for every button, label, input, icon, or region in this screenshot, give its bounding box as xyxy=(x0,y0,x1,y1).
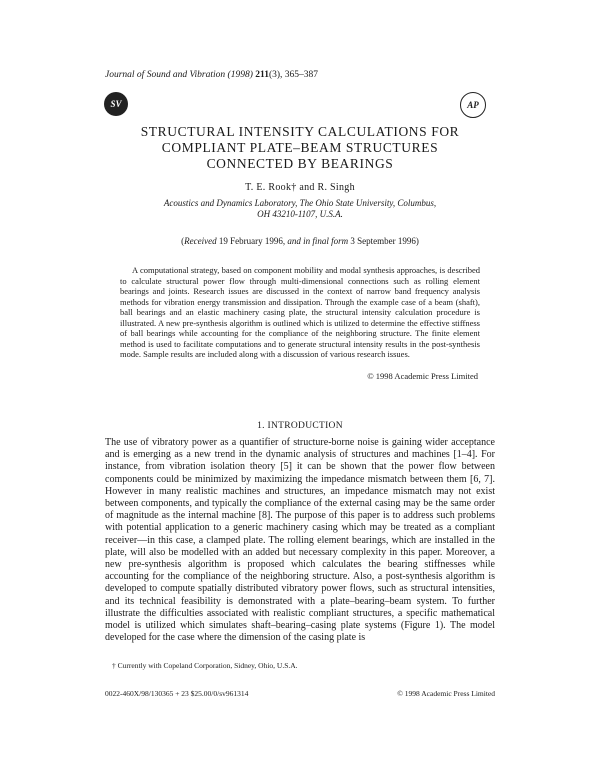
title-line-3: CONNECTED BY BEARINGS xyxy=(206,156,394,171)
received-prefix: Received xyxy=(184,236,217,246)
affiliation-line-1: Acoustics and Dynamics Laboratory, The Ohio State University, Columbus, xyxy=(163,198,437,208)
abstract-copyright: © 1998 Academic Press Limited xyxy=(367,371,478,381)
title-line-2: COMPLIANT PLATE–BEAM STRUCTURES xyxy=(161,140,439,155)
footer-code: 0022-460X/98/130365 + 23 $25.00/0/sv961314 xyxy=(105,689,249,698)
body-text: The use of vibratory power as a quantifier of structure-borne noise is gaining wider acceptance and is emerging as a new trend in the dynamic analysis of structures and machines [1–4]. For instance, from vibration isolation theory [5] it can be shown that the power flow between components could be minimized by maximizing the impedance mismatch between them [6, 7]. However in many realistic machines and structures, an impedance mismatch may not exist between components, and typically the compliance of the external casing may be the same order of magnitude as the internal machine [8]. The purpose of this paper is to address such problems with potential application to a generic machinery casing which may be treated as a compliant receiver—in this case, a clamped plate. The rolling element bearings, which are installed in the plate, will also be modelled with an added but necessary complexity in this paper. Moreover, a new pre-synthesis algorithm is proposed which calculates the bearing stiffnesses while accounting for the compliance of the neighboring structure. Also, a post-synthesis algorithm is developed to compute spatially distributed vibratory power flows, such as structural intensities, and its technical feasibility is demonstrated with a plate–bearing–beam system. To further illustrate the difficulties associated with realistic compliant structures, a specific mathematical model is utilized which simulates shaft–bearing–casing plate systems (Figure 1). The model developed for the case where the dimension of the casing plate is xyxy=(105,437,495,644)
abstract: A computational strategy, based on component mobility and modal synthesis approaches, is described to calculate structural power flow through multi-dimensional connections such as rolling element bearings and joints. Research issues are discussed in the context of narrow band frequency analysis methods for vibration energy transmission and dissipation. Through the example case of a beam (shaft), ball bearings and an elastic machinery casing plate, the structural intensity calculation procedure is illustrated. A new pre-synthesis algorithm is outlined which is utilized to determine the effective stiffness of ball bearings while accounting for the compliance of the neighboring structure. The finite element method is used to facilitate computations and to generate structural intensity results in the post-synthesis mode. Sample results are included along with a discussion of various research issues. xyxy=(120,265,480,359)
footnote: † Currently with Copeland Corporation, Sidney, Ohio, U.S.A. xyxy=(112,661,298,670)
affiliation-line-2: OH 43210-1107, U.S.A. xyxy=(257,209,343,219)
journal-citation xyxy=(105,70,318,80)
ap-logo-text: AP xyxy=(467,100,479,110)
publisher-logo-ap xyxy=(460,92,486,118)
journal-volume: 211 xyxy=(255,70,269,80)
received-dates: (Received 19 February 1996, and in final form 3 September 1996) xyxy=(181,236,419,246)
title-line-1: STRUCTURAL INTENSITY CALCULATIONS FOR xyxy=(140,124,460,139)
paper-title xyxy=(100,124,500,172)
journal-year: (1998) xyxy=(227,70,253,80)
footer-copyright: © 1998 Academic Press Limited xyxy=(397,689,495,698)
publisher-logo-sv xyxy=(104,92,128,116)
affiliation xyxy=(120,198,480,220)
journal-issue-pages: (3), 365–387 xyxy=(268,70,319,80)
sv-logo-text: SV xyxy=(110,99,122,109)
journal-name: Journal of Sound and Vibration xyxy=(105,70,226,80)
received-date-2: 3 September 1996 xyxy=(350,236,416,246)
authors: T. E. Rook† and R. Singh xyxy=(245,182,355,193)
received-mid: and in final form xyxy=(287,236,349,246)
received-date-1: 19 February 1996, xyxy=(218,236,286,246)
section-heading: 1. INTRODUCTION xyxy=(257,421,343,431)
